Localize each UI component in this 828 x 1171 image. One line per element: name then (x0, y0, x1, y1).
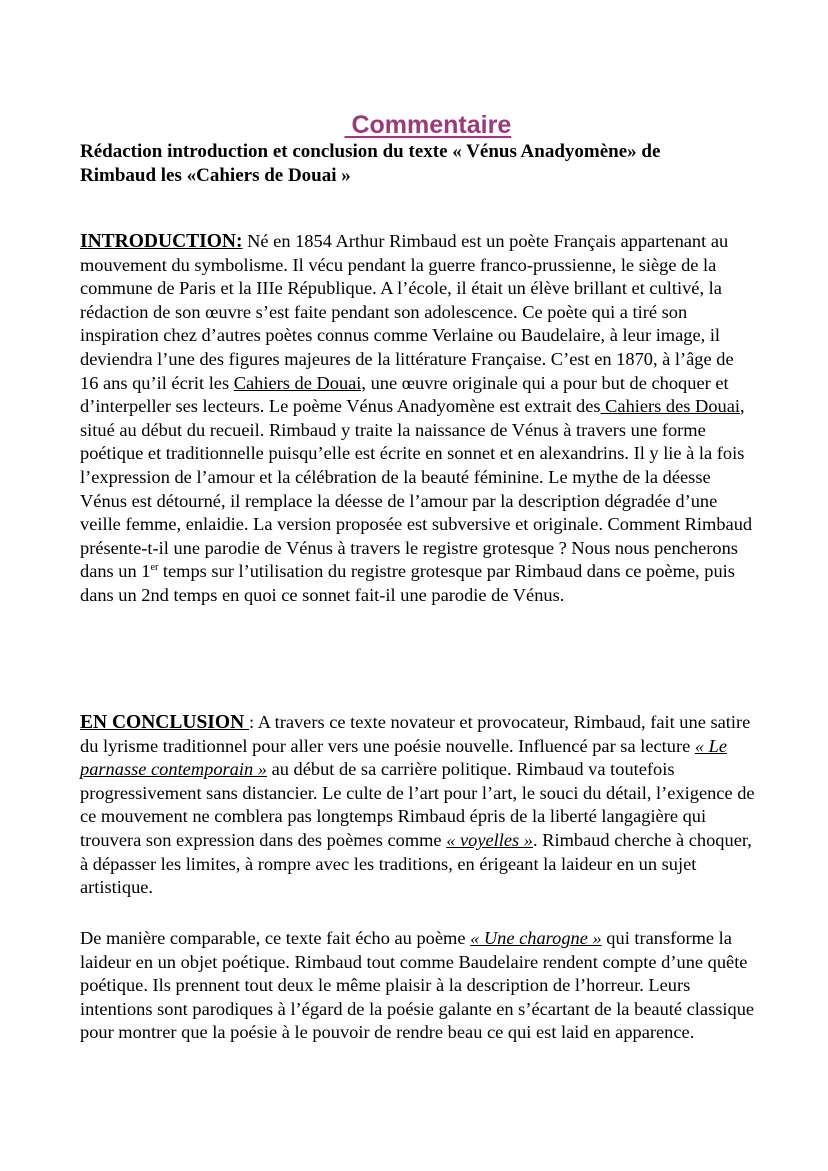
intro-work-title-1: Cahiers de Douai, (233, 372, 367, 393)
conclusion-text-3: . Rimbaud cherche à choquer, à dépasser les limites, à rompre avec les traditions, en érigeant la laideur en un sujet artistique. (80, 829, 752, 898)
final-paragraph (80, 927, 756, 1045)
intro-text-3: , situé au début du recueil. Rimbaud y traite la naissance de Vénus à travers une forme poétique et traditionnelle puisqu’elle est écrite en sonnet et en alexandrins. Il y lie à la fois l’expression de l’amour et la célébration de la beauté féminine. Le mythe de la déesse Vénus est détourné, il remplace la déesse de l’amour par la description dégradée d’une veille femme, enlaidie. La version proposée est subversive et originale. Comment Rimbaud présente-t-il une parodie de Vénus à travers le registre grotesque ? Nous nous pencherons dans un 1 (80, 396, 753, 582)
intro-text-4: temps sur l’utilisation du registre grotesque par Rimbaud dans ce poème, puis dans un 2nd temps en quoi ce sonnet fait-il une parodie de Vénus. (80, 561, 735, 605)
final-text-2: qui transforme la laideur en un objet poétique. Rimbaud tout comme Baudelaire rendent compte d’une quête poétique. Ils prennent tout deux le même plaisir à la description de l’horreur. Leurs intentions sont parodiques à l’égard de la poésie galante en s’écartant de la beauté classique pour montrer que la poésie à le pouvoir de rendre beau ce qui est laid en apparence. (80, 928, 755, 1043)
intro-text-1: Né en 1854 Arthur Rimbaud est un poète Français appartenant au mouvement du symbolisme. Il vécu pendant la guerre franco-prussienne, le siège de la commune de Paris et la IIIe République. A l’école, il était un élève brillant et cultivé, la rédaction de son œuvre s’est faite pendant son adolescence. Ce poète qui a tiré son inspiration chez d’autres poètes connus comme Verlaine ou Baudelaire, à leur image, il deviendra l’une des figures majeures de la littérature Française. C’est en 1870, à l’âge de 16 ans qu’il écrit les (80, 231, 734, 393)
introduction-heading: INTRODUCTION: (80, 231, 243, 252)
final-text-1: De manière comparable, ce texte fait écho au poème (80, 928, 471, 948)
conclusion-paragraph (80, 711, 756, 900)
conclusion-reference-1: « Le parnasse contemporain » (80, 735, 728, 780)
conclusion-text-1: : A travers ce texte novateur et provocateur, Rimbaud, fait une satire du lyrisme traditionnel pour aller vers une poésie nouvelle. Influencé par sa lecture (80, 712, 751, 756)
intro-text-2: une œuvre originale qui a pour but de choquer et d’interpeller ses lecteurs. Le poème Vénus Anadyomène est extrait des (80, 372, 729, 417)
conclusion-text-2: au début de sa carrière politique. Rimbaud va toutefois progressivement sans distancier. Le culte de l’art pour l’art, le souci du détail, l’exigence de ce mouvement ne comblera pas longtemps Rimbaud épris de la liberté langagière qui trouvera son expression dans des poèmes comme (80, 759, 755, 850)
intro-work-title-2: Cahiers des Douai (600, 396, 740, 417)
document-subtitle (80, 140, 760, 188)
document-title: Commentaire (344, 111, 512, 139)
subtitle-line-1: Rédaction introduction et conclusion du texte « Vénus Anadyomène» de (80, 141, 661, 162)
intro-superscript: er (150, 562, 159, 574)
conclusion-heading: EN CONCLUSION (80, 712, 250, 733)
conclusion-reference-2: « voyelles » (446, 829, 533, 850)
subtitle-line-2: Rimbaud les «Cahiers de Douai » (80, 165, 351, 186)
final-reference: « Une charogne » (470, 928, 602, 948)
introduction-paragraph (80, 230, 756, 608)
